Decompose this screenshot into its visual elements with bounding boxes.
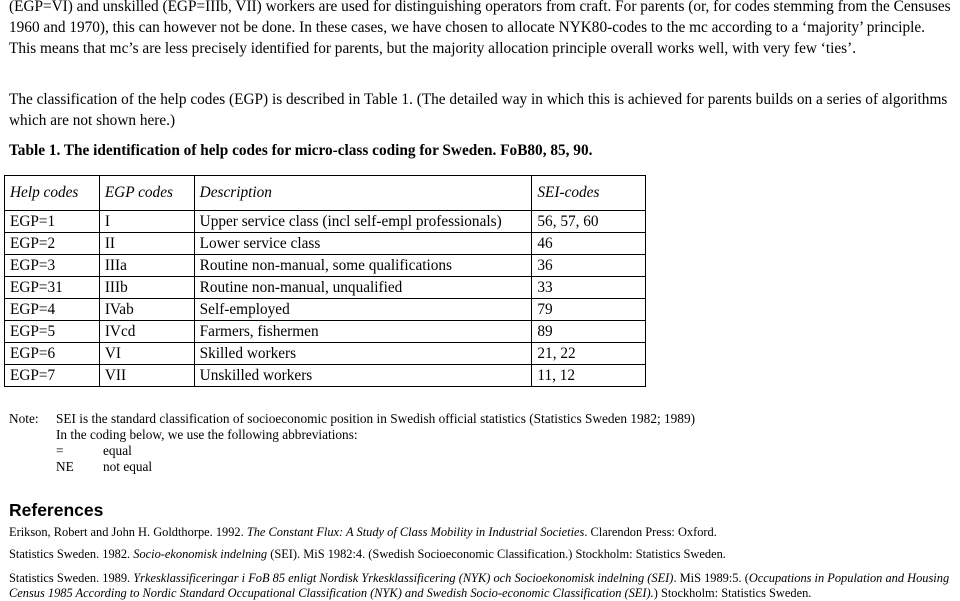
- header-sei-codes: SEI-codes: [532, 176, 646, 211]
- note-line-1: SEI is the standard classification of socioeconomic position in Swedish official statistics (Statistics Sweden 1982; 1989): [56, 411, 696, 426]
- sei-code-cell: 33: [532, 277, 646, 299]
- reference-text: Statistics Sweden. 1982.: [9, 547, 134, 561]
- note-body: [56, 411, 946, 475]
- egp-code-cell: VII: [99, 365, 194, 387]
- egp-code-cell: IIIa: [99, 255, 194, 277]
- egp-code-cell: IIIb: [99, 277, 194, 299]
- sei-code-cell: 46: [532, 233, 646, 255]
- table-row: [5, 255, 646, 277]
- header-help-codes: Help codes: [5, 176, 100, 211]
- note-line-2: In the coding below, we use the following abbreviations:: [56, 427, 358, 442]
- description-cell: Self-employed: [194, 299, 532, 321]
- reference-item: [9, 571, 957, 601]
- header-description: Description: [194, 176, 532, 211]
- description-cell: Upper service class (incl self-empl professionals): [194, 211, 532, 233]
- abbreviation-list: [56, 443, 946, 475]
- egp-code-cell: IVab: [99, 299, 194, 321]
- description-cell: Routine non-manual, unqualified: [194, 277, 532, 299]
- note-label: Note:: [9, 411, 39, 426]
- reference-text: Erikson, Robert and John H. Goldthorpe. 1992.: [9, 525, 247, 539]
- reference-title: Occupations in Population and Housing Census 1985 According to Nordic Standard Occupational Classification (NYK) and Swedish Socio-economic Classification (SEI).: [9, 571, 950, 600]
- description-cell: Farmers, fishermen: [194, 321, 532, 343]
- sei-code-cell: 89: [532, 321, 646, 343]
- table-row: [5, 365, 646, 387]
- egp-code-cell: VI: [99, 343, 194, 365]
- reference-item: [9, 547, 957, 562]
- table-row: [5, 277, 646, 299]
- table-header-row: [5, 176, 646, 211]
- description-cell: Skilled workers: [194, 343, 532, 365]
- help-codes-table: [4, 175, 646, 387]
- help-code-cell: EGP=31: [5, 277, 100, 299]
- table-row: [5, 211, 646, 233]
- abbreviation-symbol: NE: [56, 459, 74, 474]
- description-cell: Unskilled workers: [194, 365, 532, 387]
- reference-text: . MiS 1989:5. (: [673, 571, 749, 585]
- help-code-cell: EGP=6: [5, 343, 100, 365]
- reference-item: [9, 525, 957, 540]
- reference-title: Yrkesklassificeringar i FoB 85 enligt Nordisk Yrkesklassificering (NYK) och Socioekonomisk indelning (SEI): [133, 571, 674, 585]
- abbreviation-item: [56, 443, 946, 459]
- sei-code-cell: 21, 22: [532, 343, 646, 365]
- egp-code-cell: II: [99, 233, 194, 255]
- egp-code-cell: IVcd: [99, 321, 194, 343]
- sei-code-cell: 11, 12: [532, 365, 646, 387]
- reference-text: Statistics Sweden. 1989.: [9, 571, 134, 585]
- body-paragraph-1: (EGP=VI) and unskilled (EGP=IIIb, VII) workers are used for distinguishing operators from craft. For parents (or, for codes stemming from the Censuses 1960 and 1970), this can however not be done. In these cases, we have chosen to allocate NYK80-codes to the mc according to a ‘majority’ principle. This means that mc’s are less precisely identified for parents, but the majority allocation principle overall works well, with very few ‘ties’.: [9, 0, 951, 57]
- help-code-cell: EGP=5: [5, 321, 100, 343]
- help-code-cell: EGP=1: [5, 211, 100, 233]
- help-code-cell: EGP=3: [5, 255, 100, 277]
- description-cell: Routine non-manual, some qualifications: [194, 255, 532, 277]
- reference-title: The Constant Flux: A Study of Class Mobility in Industrial Societies: [246, 525, 585, 539]
- table-row: [5, 299, 646, 321]
- reference-text: . Clarendon Press: Oxford.: [584, 525, 717, 539]
- sei-code-cell: 36: [532, 255, 646, 277]
- body-paragraph-2: The classification of the help codes (EGP) is described in Table 1. (The detailed way in which this is achieved for parents builds on a series of algorithms which are not shown here.): [9, 91, 948, 129]
- reference-text: ) Stockholm: Statistics Sweden.: [653, 586, 812, 600]
- table-title: Table 1. The identification of help codes for micro-class coding for Sweden. FoB80, 85, 90.: [9, 142, 593, 159]
- abbreviation-symbol: =: [56, 443, 64, 458]
- references-heading: References: [9, 500, 104, 520]
- reference-text: (SEI). MiS 1982:4. (Swedish Socioeconomic Classification.) Stockholm: Statistics Sweden.: [267, 547, 726, 561]
- table-row: [5, 321, 646, 343]
- abbreviation-meaning: equal: [103, 443, 132, 458]
- egp-code-cell: I: [99, 211, 194, 233]
- abbreviation-meaning: not equal: [103, 459, 153, 474]
- sei-code-cell: 79: [532, 299, 646, 321]
- help-code-cell: EGP=7: [5, 365, 100, 387]
- description-cell: Lower service class: [194, 233, 532, 255]
- table-row: [5, 343, 646, 365]
- abbreviation-item: [56, 459, 946, 475]
- help-code-cell: EGP=2: [5, 233, 100, 255]
- header-egp-codes: EGP codes: [99, 176, 194, 211]
- sei-code-cell: 56, 57, 60: [532, 211, 646, 233]
- reference-title: Socio-ekonomisk indelning: [133, 547, 268, 561]
- table-row: [5, 233, 646, 255]
- table-body: [5, 211, 646, 387]
- help-code-cell: EGP=4: [5, 299, 100, 321]
